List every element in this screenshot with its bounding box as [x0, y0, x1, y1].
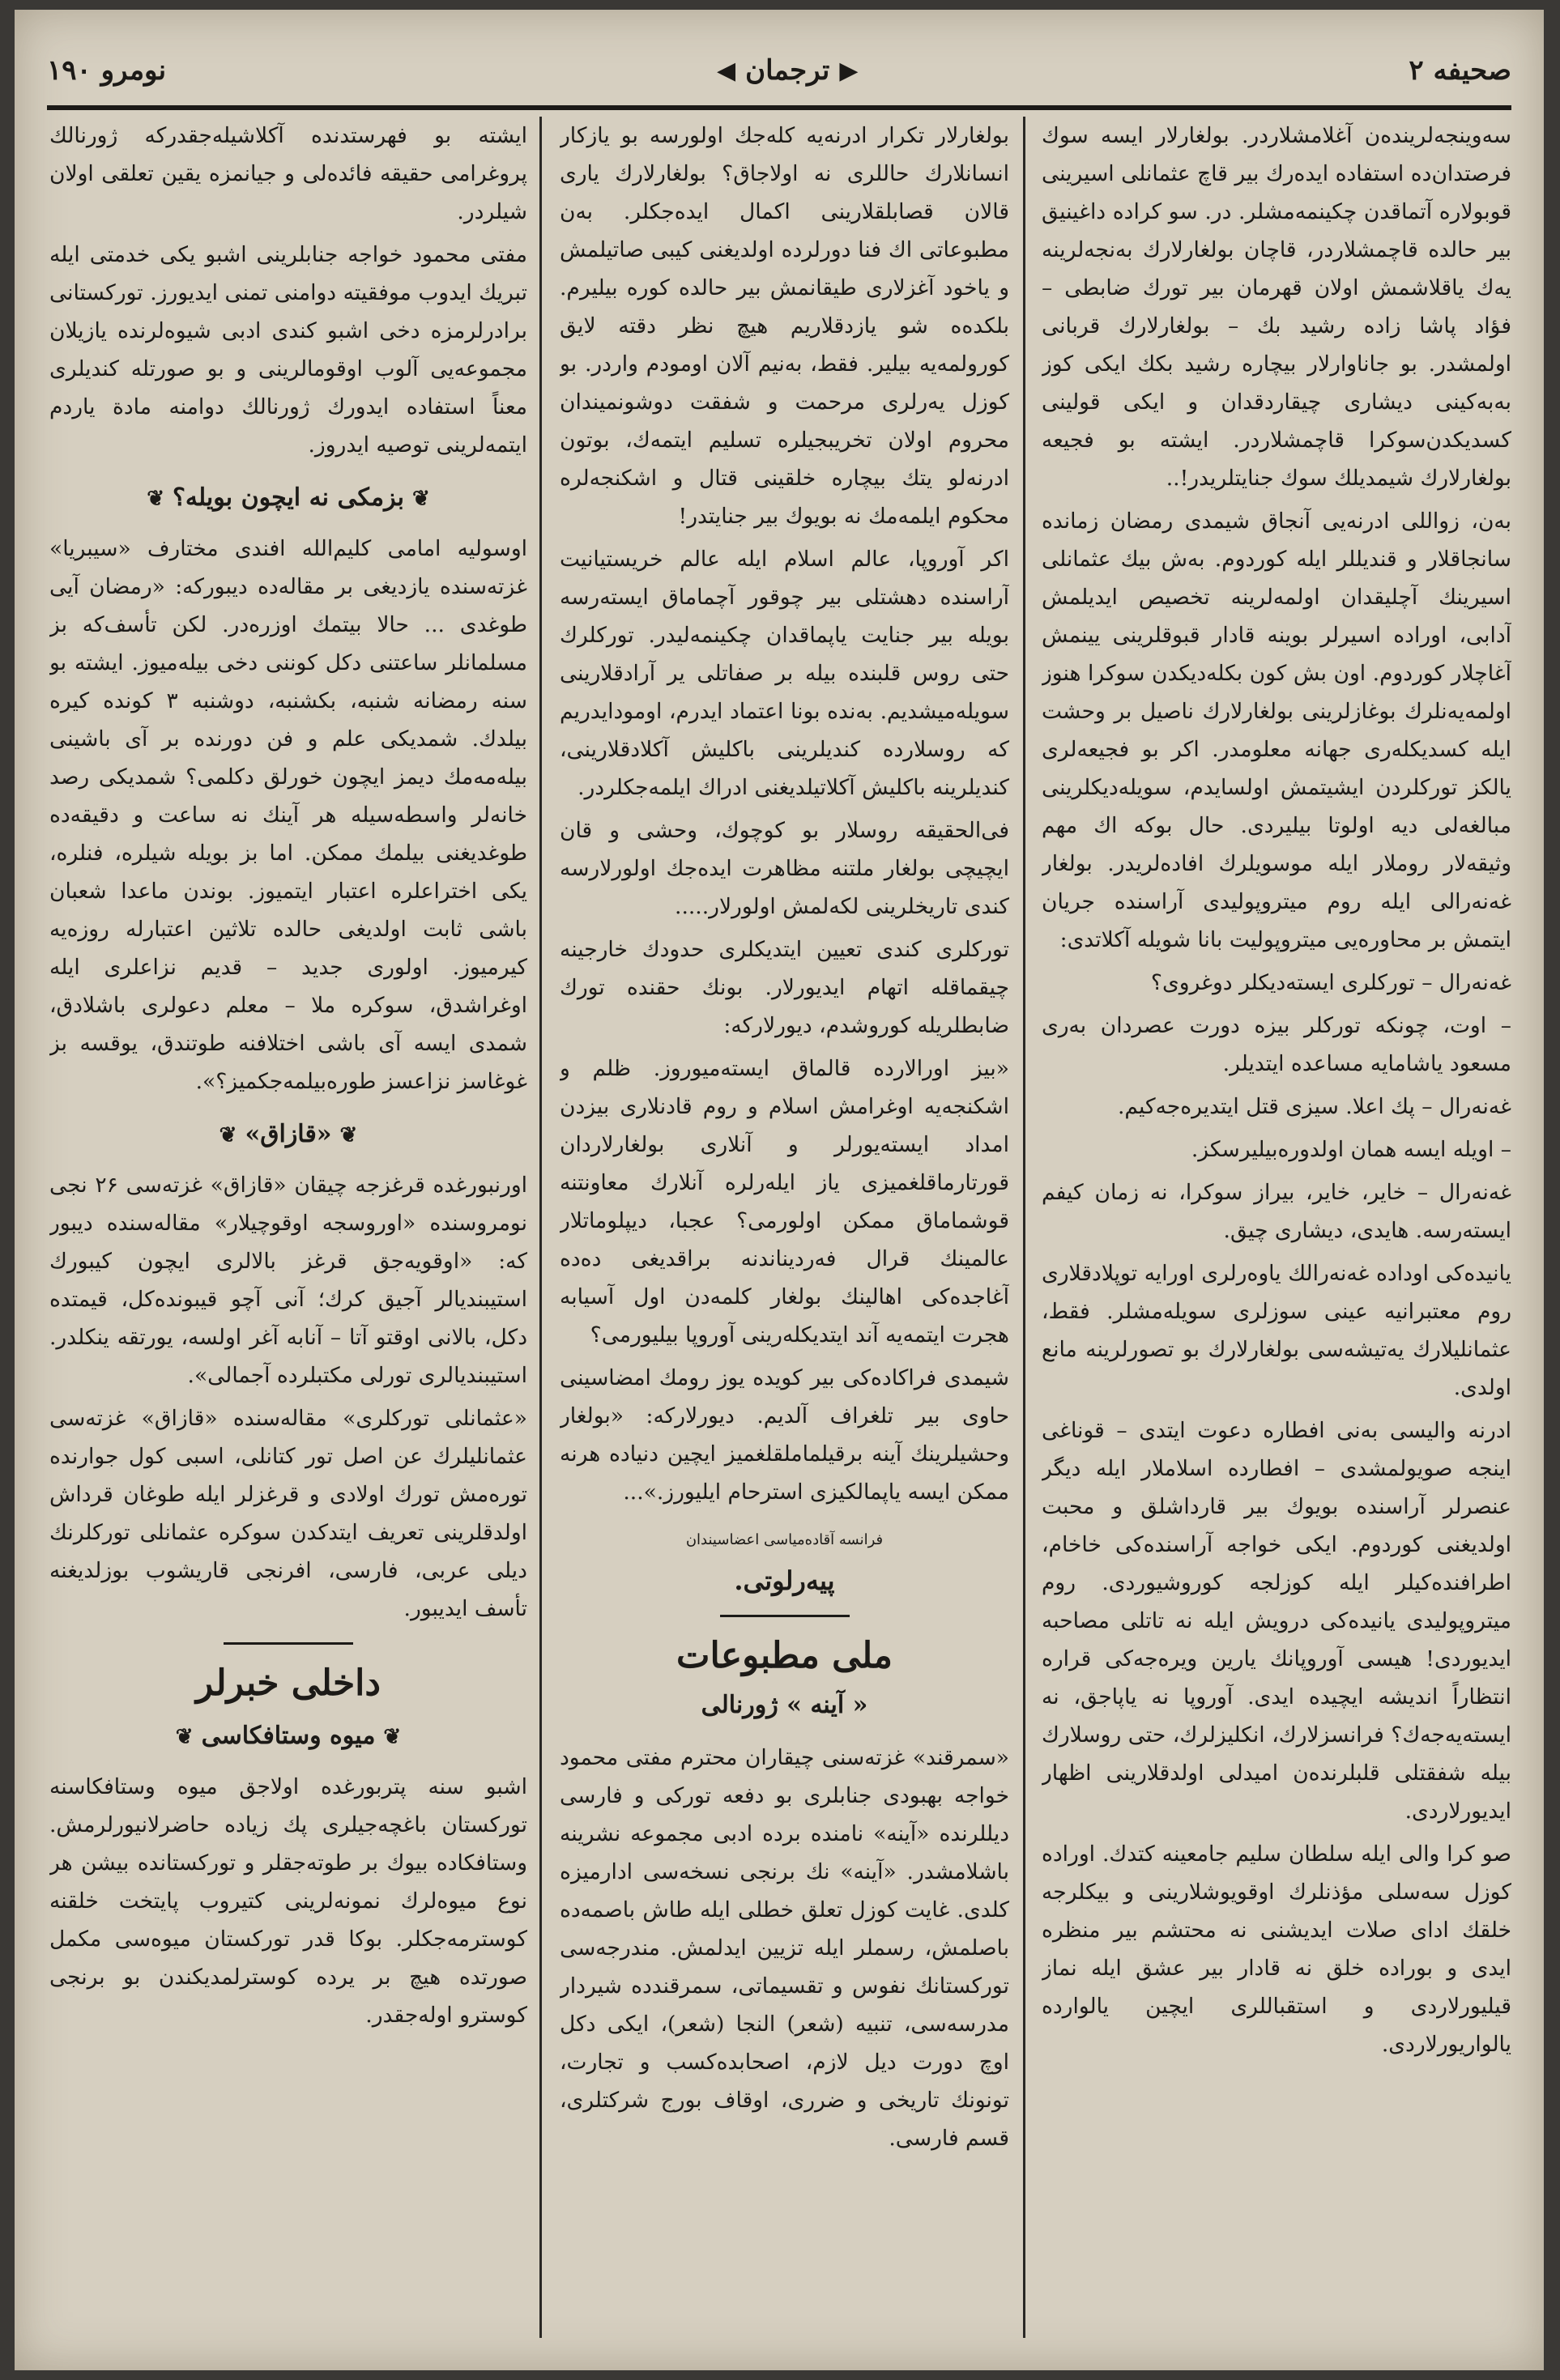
- article-paragraph: ادرنه والیسی به‌نی افطاره دعوت ایتدی – قوناغی اینجه صویولمشدی – افطارده اسلاملار ایله دیگر عنصرلر آراسنده بویوك بیر قارداشلق و محبت اولدیغنی کوردوم. ایکی خواجه آراسنده‌کی خاخام، اطرافنده‌کیلر ایله کوزلجه کوروشیوردی. روم میتروپولیدی یانیده‌کی درویش ایله نه تاتلی مصاحبه ایدیوردی! هیسی آوروپانك یارین ویره‌جه‌کی قراره انتظاراً اندیشه ایچیده ایدی. آوروپا نه یاپاجق، نه ایسته‌یه‌جه‌ك؟ فرانسزلارك، انکلیزلرك، حتی روسلارك بیله شفقتلی قلبلرنده‌ن امیدلی اولدقلارینی اظهار ایدیورلاردی.: [1042, 1418, 1511, 1824]
- article-paragraph: یانیده‌کی اوداده غه‌نه‌رالك یاوه‌رلری اورایه توپلادقلاری روم معتبرانیه عینی سوزلری سویله‌مشلر. فقط، عثمانلیلارك یه‌تیشه‌سی بولغارلارك بو تصورلرینه مانع اولدی.: [1042, 1261, 1511, 1400]
- article-paragraph: اکر آوروپا، عالم اسلام ایله عالم خریستیانیت آراسنده دهشتلی بیر چوقور آچماماق ایسته‌رسه بویله بیر جنایت یاپماقدان چکینمه‌لیدر. تورکلرك حتی روس قلبنده بیله بر صفاتلی یر آرادقلارینی سویله‌میشدیم. به‌نده بونا اعتماد ایدرم، اومودایدریم که روسلارده کندیلرینی باکلیش آکلادقلارینی، کندیلرینه باکلیش آکلاتیلدیغنی ادراك ایلمه‌جکلردر.: [560, 547, 1009, 800]
- section-divider: [720, 1615, 850, 1617]
- article-paragraph: صو کرا والی ایله سلطان سلیم جامعینه کتدك. اوراده کوزل سه‌سلی مؤذنلرك اوقویوشلارینی و بیکلرجه خلقك ادای صلات ایدیشنی نه محتشم بیر منظره ایدی و بوراده خلق نه قادار بیر عشق ایله نماز قیلیورلاردی و استقباللری ایچین یالوارده یالواریورلاردی.: [1042, 1841, 1511, 2057]
- article-paragraph: «بیز اورالارده قالماق ایسته‌میوروز. ظلم و اشکنجه‌یه اوغرامش اسلام و روم قادنلاری بیزدن امداد ایسته‌یورلر و آنلاری بولغارلاردان قورتارماقلغمیزی یاز ایله‌رلره آنلارك معاونتنه قوشماماق ممکن اولورمی؟ عجبا، دیپلوماتلار عالمینك قرال فه‌ردیناندنه براقدیغی ده‌ده آغاجده‌کی اهالینك بولغار کلمه‌دن اول آسیابه هجرت ایتمه‌یه آند ایتدیکله‌رینی آوروپا بیلیورمی؟: [560, 1056, 1009, 1348]
- newspaper-title-block: [717, 54, 858, 87]
- page-label: صحیفه ۲: [1409, 54, 1511, 87]
- ornament-icon: ❦: [339, 1123, 358, 1147]
- article-paragraph: تورکلری کندی تعیین ایتدیکلری حدودك خارجینه چیقماقله اتهام ایدیورلار. بونك حقنده تورك ضابطلریله کوروشدم، دیورلارکه:: [560, 937, 1009, 1038]
- masthead-rule: [47, 105, 1511, 110]
- ornament-icon: ❦: [175, 1725, 194, 1749]
- column-divider: [539, 117, 542, 2338]
- section-divider: [224, 1642, 353, 1645]
- article-paragraph: غه‌نه‌رال – تورکلری ایسته‌دیکلر دوغروی؟: [1150, 970, 1511, 995]
- article-paragraph: به‌ن، زواللی ادرنه‌یی آنجاق شیمدی رمضان زمانده سانجاقلار و قندیللر ایله کوردوم. به‌ش بیك عثمانلی اسیرینك آچلیقدان اولمه‌لرینه تخصیص ایدیلمش آدابی، اوراده اسیرلر بوینه قادار قبوقلرینی یینمش آغاچلار کوردوم. اون بش کون بکله‌دیکدن سوکرا هنوز اولمه‌یه‌نلرك بوغازلرینی بولغارلارك ناصیل بر وحشت ایله کسدیکله‌ری جهانه معلومدر. اکر بو فجیعه‌لری یالکز تورکلردن ایشیتمش اولسایدم، سویله‌دیکلرینی مبالغه‌لی دیه اولوتا بیلیردی. حال بوکه اك مهم وثیقه‌لار روملار ایله موسویلرك افاده‌لریدر. بولغار غه‌نه‌رالی ایله روم میتروپولیدی آراسنده جریان ایتمش بر محاوره‌یی میتروپولیت بانا شویله آکلاتدی:: [1042, 509, 1511, 952]
- column-left: [49, 117, 527, 2338]
- ornament-icon: ❦: [412, 487, 430, 511]
- section-title: داخلی خبرلر: [195, 1663, 381, 1704]
- column-right: [1042, 117, 1511, 2338]
- article-paragraph: – اویله ایسه همان اولدوره‌بیلیرسکز.: [1191, 1137, 1511, 1162]
- article-heading: ❦بزمکی نه ایچون بویله؟❦: [49, 479, 527, 518]
- article-paragraph: غه‌نه‌رال – خایر، خایر، بیراز سوکرا، نه زمان کیفم ایسته‌رسه. هایدی، دیشاری چیق.: [1042, 1180, 1511, 1243]
- article-paragraph: ایشته بو فهرستدنده آکلاشیله‌جقدرکه ژورنالك پروغرامی حقیقه فائده‌لی و جیانمزه یقین تعلقی اولان شیلردر.: [49, 123, 527, 224]
- article-paragraph: – اوت، چونکه تورکلر بیزه دورت عصردان به‌ری مسعود یاشامایه مساعده ایتدیلر.: [1042, 1013, 1511, 1076]
- article-paragraph: بولغارلار تکرار ادرنه‌یه کله‌جك اولورسه بو یازکار انسانلارك حاللری نه اولاجاق؟ بولغارلارك یاری قالان قصابلقلارینی اکمال ایده‌جکلر. به‌ن مطبوعاتی اك فنا دورلرده اولدیغنی کیبی صاتیلمش و یاخود آغزلاری طیقانمش بیر حالده کوره بیلیرم. بلکده‌ه شو یازدقلاریم هیچ نظر دقته لایق کورولمه‌یه بیلیر. فقط، به‌نیم آلان اومودم واردر. بو کوزل یه‌رلری مرحمت و شفقت دوشونمیندان محروم اولان تخریبجیلره تسلیم ایتمه‌ك، بوتون ادرنه‌لو یتك بیچاره خلقینی قتال و اشکنجه‌لره محکوم ایلمه‌مك نه بویوك بیر جنایتدر!: [560, 123, 1009, 529]
- ornament-icon: ❦: [383, 1725, 402, 1749]
- article-paragraph: «عثمانلی تورکلری» مقاله‌سنده «قازاق» غزته‌سی عثمانلیلرك عن اصل تور کتانلی، اسبی کول جوارنده توره‌مش تورك اولادی و قرغزلر ایله طوغان قرداش اولدقلرینی تعریف ایتدکدن سوکره عثمانلی تورکلرنك دیلی عربی، فارسی، افرنجی قاریشوب بوزلدیغنه تأسف ایدیبور.: [49, 1406, 527, 1621]
- masthead: [47, 42, 1511, 99]
- section-title: ملی مطبوعات: [676, 1635, 893, 1676]
- article-heading: ❦میوه وستافکاسی❦: [49, 1717, 527, 1756]
- article-paragraph: «سمرقند» غزته‌سنی چیقاران محترم مفتی محمود خواجه بهبودی جنابلری بو دفعه تورکی و فارسی دیللرنده «آینه» نامنده برده ادبی مجموعه نشرینه باشلامشدر. «آینه» نك برنجی نسخه‌سی ادارمیزه کلدی. غایت کوزل تعلق خطلی ایله طاش باصمه‌ده باصلمش، رسملر ایله تزیین ایدلمش. مندرجه‌سی تورکستانك نفوس و تقسیماتی، سمرقندده شیردار مدرسه‌سی، تنبیه (شعر) النجا (شعر)، ایکی دکل اوچ دورت دیل لازم، اصحابده‌کسب و تجارت، تونونك تاریخی و ضرری، اوقاف بورج شرکتلری، قسم فارسی.: [560, 1745, 1009, 2151]
- column-divider: [1023, 117, 1025, 2338]
- ornament-icon: ❦: [147, 487, 164, 511]
- ornament-icon: ❦: [219, 1123, 237, 1147]
- article-paragraph: غه‌نه‌رال – پك اعلا. سیزی قتل ایتدیره‌جه‌کیم.: [1117, 1094, 1511, 1119]
- article-paragraph: سه‌وینجه‌لرینده‌ن آغلامشلاردر. بولغارلار ایسه سوك فرصتدان‌ده استفاده ایده‌رك بیر قاچ عثمانلی اسیرینی قوبولاره آتماقدن چکینمه‌مشلر. در. سو کراده داغینیق بیر حالده قاچمشلاردر، قاچان بولغارلارك به‌نجه‌لرینه یه‌ك یاقلاشمش اولان قهرمان بیر تورك ضابطی – فؤاد پاشا زاده رشید بك – بولغارلارك قربانی اولمشدر. بو جاناوارلار بیچاره رشید بکك ایکی کوز به‌به‌کینی دیشاری چیقاردقدان و ایکی قولینی کسدیکدن‌سوکرا قاچمشلاردر. ایشته بو فجیعه بولغارلارك شیمدیلك سوك جنایتلریدر!..: [1042, 123, 1511, 491]
- issue-label: نومرو ۱۹۰: [47, 54, 167, 87]
- newspaper-title: ترجمان: [745, 54, 830, 87]
- article-paragraph: اشبو سنه پتربورغده اولاجق میوه وستافکاسنه تورکستان باغچه‌جیلری پك زیاده حاضرلانیورلرمش. وستافکاده بیوك بر طوته‌جقلر و تورکستانده بیشن هر نوع میوه‌لرك نمونه‌لرینی کتیروب پایتخت خلقنه کوسترمه‌جکلر. بوکا قدر تورکستان میوه‌سی مکمل صورتده هیچ بر یرده کوسترلمدیکندن بو برنجی کوسترو اوله‌جقدر.: [49, 1774, 527, 2028]
- ornament-right-icon: ▶: [839, 56, 859, 85]
- article-paragraph: اورنبورغده قرغزجه چیقان «قازاق» غزته‌سی ۲۶ نجی نومروسنده «اوروسجه اوقوچیلار» مقاله‌سنده دیبور که: «اوقویه‌جق قرغز بالالری ایچون کیبورك استیبندیالر آجیق کرك؛ آنی آچو قیبونده‌کل، قیمتده دکل، بالانی اوقتو آتا – آنابه آغر اولسه، یورتقه ینکلدر. استیبندیالری تورلی مکتبلرده آجمالی».: [49, 1173, 527, 1388]
- newspaper-page: [15, 10, 1544, 2370]
- author-name: پیه‌رلوتی.: [734, 1565, 835, 1596]
- article-paragraph: فی‌الحقیقه روسلار بو کوچوك، وحشی و قان ایچیچی بولغار ملتنه مظاهرت ایده‌جك اولورلارسه کندی تاریخلرینی لکه‌لمش اولورلار.....: [560, 818, 1009, 919]
- article-paragraph: مفتی محمود خواجه جنابلرینی اشبو یکی خدمتی ایله تبریك ایدوب موفقیته دوامنی تمنی ایدیورز. تورکستانی برادرلرمزه دخی اشبو کندی ادبی شیوه‌لرنده یازیلان مجموعه‌یی آلوب اوقومالرینی و بو صورتله کندیلری معناً استفاده ایدورك ژورنالك دوامنه مادة یاردم ایتمه‌لرینی توصیه ایدروز.: [49, 242, 527, 458]
- section-subtitle: « آینه » ژورنالی: [701, 1691, 868, 1719]
- article-heading: ❦«قازاق»❦: [49, 1115, 527, 1155]
- article-paragraph: شیمدی فراکاده‌کی بیر کویده یوز رومك امضاسینی حاوی بیر تلغراف آلدیم. دیورلارکه: «بولغار وحشیلرینك آینه برقیلماملقلغمیز ایچین دنیاده هرنه ممکن ایسه یاپمالکیزی استرحام ایلیورز.»...: [560, 1365, 1009, 1505]
- author-affiliation: فرانسه آقاده‌میاسی اعضاسیندان: [685, 1531, 884, 1548]
- ornament-left-icon: ◀: [717, 56, 736, 85]
- column-middle: [560, 117, 1009, 2338]
- article-paragraph: اوسولیه امامی کلیم‌الله افندی مختارف «سیبریا» غزته‌سنده یازدیغی بر مقاله‌ده دیبورکه: «رمضان آیی طوغدی ... حالا بیتمك اوزره‌در. لکن تأسف‌که بز مسلمانلر ساعتنی دکل کوننی دخی بیله‌میوز. ایشته بو سنه رمضانه شنبه، بکشنبه، دوشنبه ۳ کونده کیره بیلدك. شمدیکی علم و فن دورنده بر آی باشینی بیله‌مه‌مك دیمز ایچون خورلق دکلمی؟ شمدیکی رصد خانه‌لر واسطه‌سیله هر آینك نه ساعت و دقیقه‌ده طوغدیغنی بیلمك ممکن. اما بز بویله شیلره، فنلره، یکی اختراعلره اعتبار ایتمیوز. بوندن ماعدا شعبان باشی ثابت اولدیغی حالده تلاثین اعتبارله روزه‌یه کیرمیوز. اولوری جدید – قدیم نزاعلری ایله اوغراشدق، سوکره ملا – معلم دعولری باشلادق، شمدی ایسه آی باشی اختلافنه طوتندق، یوقسه بز غوغاسز نزاعسز طوره‌بیلمه‌جکمیز؟».: [49, 536, 527, 1094]
